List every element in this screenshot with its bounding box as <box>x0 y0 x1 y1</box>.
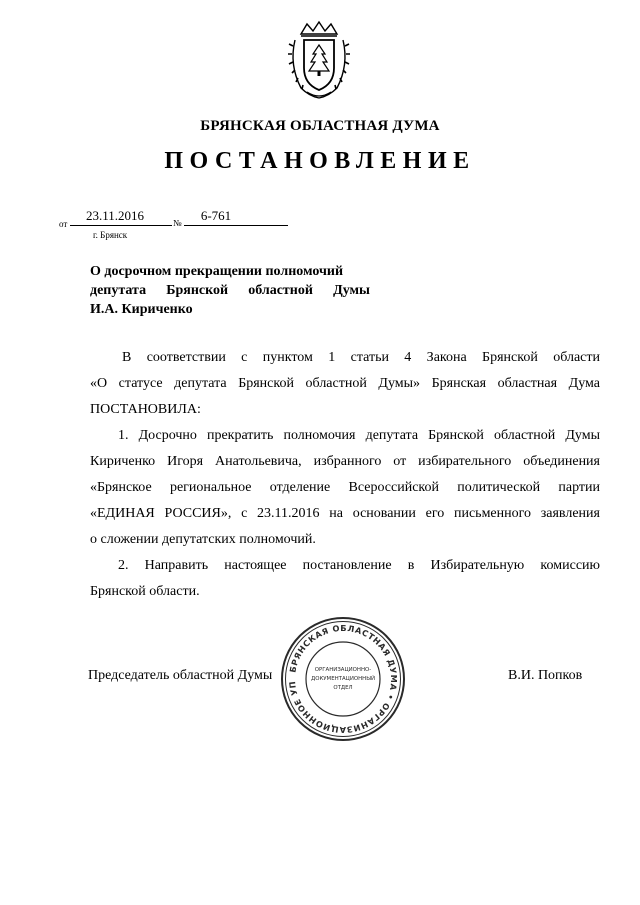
svg-text:БРЯНСКАЯ ОБЛАСТНАЯ ДУМА • ОРГА: БРЯНСКАЯ ОБЛАСТНАЯ ДУМА • ОРГАНИЗАЦИОННОЕ УП <box>286 622 400 736</box>
number-label: № <box>173 218 182 228</box>
item-1-paragraph <box>90 423 600 553</box>
item-1-line: 1. Досрочно прекратить полномочия депутата Брянской областной Думы <box>118 428 600 443</box>
document-date: 23.11.2016 <box>85 208 145 223</box>
organization-name: БРЯНСКАЯ ОБЛАСТНАЯ ДУМА <box>200 118 440 134</box>
svg-text:ОРГАНИЗАЦИОННО-: ОРГАНИЗАЦИОННО- <box>314 667 372 673</box>
svg-text:ОТДЕЛ: ОТДЕЛ <box>333 685 353 691</box>
preamble-line: «О статусе депутата Брянской областной Думы» Брянская областная Дума <box>90 376 600 391</box>
preamble-line: В соответствии с пунктом 1 статьи 4 Закона Брянской области <box>122 350 600 365</box>
signatory-title: Председатель областной Думы <box>88 668 273 683</box>
subject-line: депутата Брянской областной Думы <box>90 283 370 298</box>
item-1-line: о сложении депутатских полномочий. <box>90 532 316 547</box>
city-label: г. Брянск <box>93 230 128 240</box>
item-2-line: Брянской области. <box>90 584 200 599</box>
svg-text:ДОКУМЕНТАЦИОННЫЙ: ДОКУМЕНТАЦИОННЫЙ <box>310 676 376 682</box>
document-type-title: ПОСТАНОВЛЕНИЕ <box>164 148 476 174</box>
item-1-line: «Брянское региональное отделение Всероссийской политической партии <box>90 480 600 495</box>
document-number: 6-761 <box>200 208 232 223</box>
item-2-line: 2. Направить настоящее постановление в Избирательную комиссию <box>118 558 600 573</box>
subject-line: О досрочном прекращении полномочий <box>90 264 344 279</box>
item-2-paragraph <box>90 553 600 605</box>
subject-line: И.А. Кириченко <box>90 302 193 317</box>
document-subject <box>90 262 370 319</box>
date-label: от <box>59 219 68 229</box>
signatory-name: В.И. Попков <box>508 668 583 683</box>
item-1-line: «ЕДИНАЯ РОССИЯ», с 23.11.2016 на основании его письменного заявления <box>90 506 600 521</box>
preamble-paragraph <box>90 345 600 423</box>
item-1-line: Кириченко Игоря Анатольевича, избранного от избирательного объединения <box>90 454 600 469</box>
resolution-word: ПОСТАНОВИЛА: <box>90 402 201 417</box>
coat-of-arms-icon <box>287 20 351 102</box>
round-seal-icon <box>280 616 406 742</box>
